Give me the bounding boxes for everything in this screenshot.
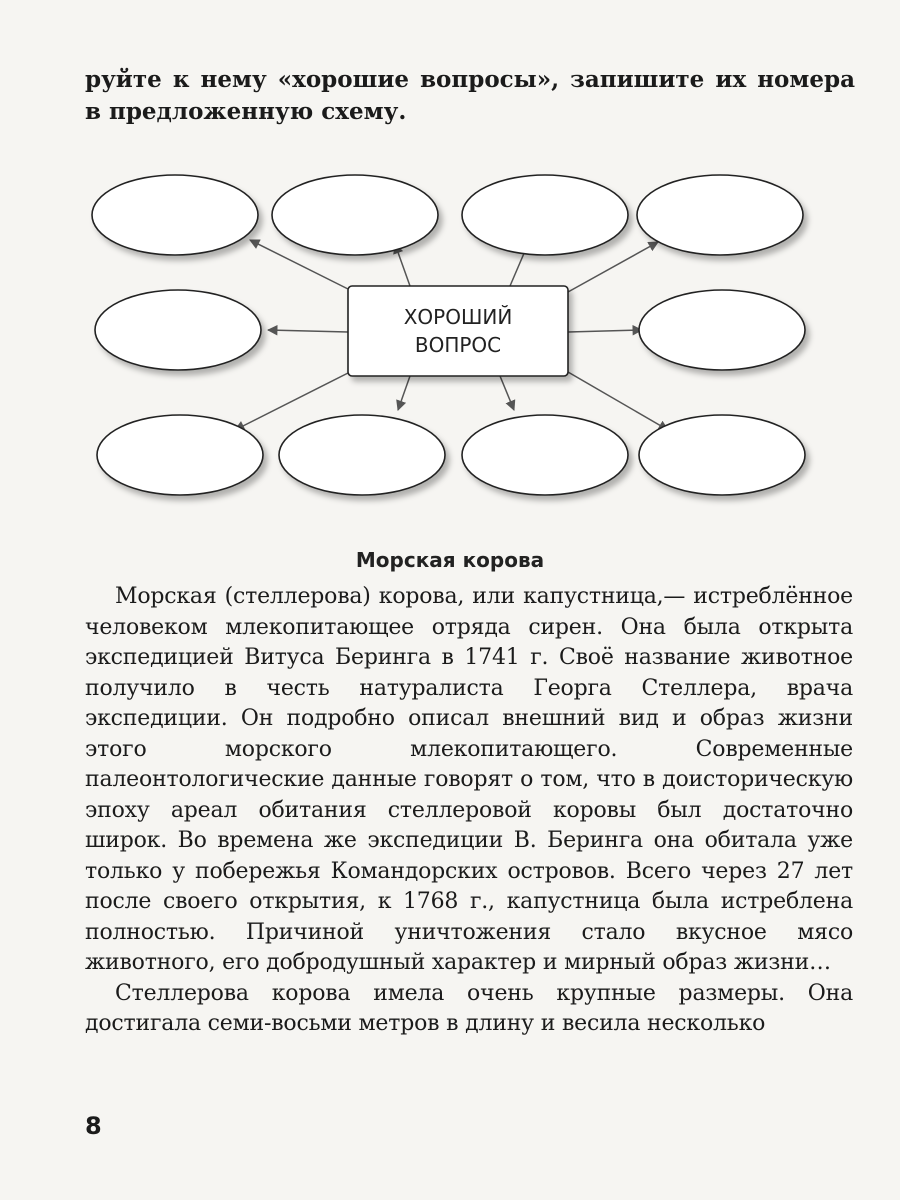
answer-oval-middle-left — [95, 290, 261, 370]
good-question-diagram — [0, 160, 900, 530]
arrow-middle-left — [268, 330, 348, 332]
center-box-label — [348, 286, 568, 376]
task-instruction-text: руйте к нему «хорошие вопросы», запишите их номера в предложенную схему. — [85, 66, 855, 125]
answer-oval-top-1 — [92, 175, 258, 255]
article-paragraph-2: Стеллерова корова имела очень крупные размеры. Она достигала семи-восьми метров в длину и весила несколько — [85, 980, 853, 1036]
task-instruction — [85, 64, 855, 128]
answer-oval-bottom-1 — [97, 415, 263, 495]
arrow-bottom-center-left — [398, 376, 410, 410]
answer-oval-middle-right — [639, 290, 805, 370]
center-label-line2: ВОПРОС — [414, 333, 502, 357]
article-body — [85, 582, 853, 1040]
answer-oval-top-4 — [637, 175, 803, 255]
article-title: Морская корова — [355, 548, 545, 572]
answer-oval-bottom-2 — [279, 415, 445, 495]
answer-oval-bottom-3 — [462, 415, 628, 495]
answer-oval-bottom-4 — [639, 415, 805, 495]
article-paragraph-1: Морская (стеллерова) корова, или капустница,— истреблённое человеком млекопитающее отряда сирен. Она была открыта экспедицией Витуса Беринга в 1741 г. Своё название животное получило в честь натуралиста Георга Стеллера, врача экспедиции. Он подробно описал внешний вид и образ жизни этого морского млекопитающего. Современные палеонтологические данные говорят о том, что в доисторическую эпоху ареал обитания стеллеровой коровы был достаточно широк. Во времена же экспедиции В. Беринга она обитала уже только у побережья Командорских островов. Всего через 27 лет после своего открытия, к 1768 г., капустница была истреблена полностью. Причиной уничтожения стало вкусное мясо животного, его добродушный характер и мирный образ жизни… — [85, 584, 853, 975]
page-number: 8 — [85, 1112, 102, 1140]
center-label-line1: ХОРОШИЙ — [403, 305, 513, 329]
arrow-middle-right — [568, 330, 642, 332]
answer-oval-top-3 — [462, 175, 628, 255]
arrow-bottom-center-right — [500, 376, 514, 410]
answer-oval-top-2 — [272, 175, 438, 255]
